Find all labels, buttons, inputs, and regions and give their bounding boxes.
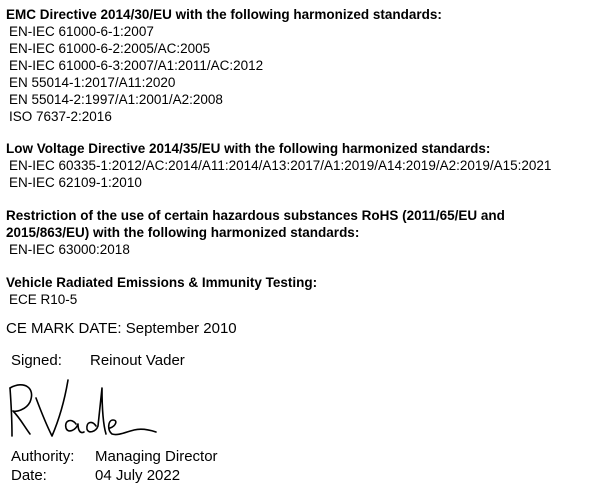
rohs-standard: EN-IEC 63000:2018 bbox=[9, 242, 130, 257]
emc-standard: EN 55014-2:1997/A1:2001/A2:2008 bbox=[9, 92, 223, 107]
handwritten-signature bbox=[6, 374, 161, 444]
emc-heading: EMC Directive 2014/30/EU with the following harmonized standards: bbox=[6, 7, 442, 22]
lvd-standard: EN-IEC 60335-1:2012/AC:2014/A11:2014/A13:2017/A1:2019/A14:2019/A2:2019/A15:2021 bbox=[9, 158, 552, 173]
authority-value: Managing Director bbox=[95, 448, 218, 465]
lvd-heading: Low Voltage Directive 2014/35/EU with the following harmonized standards: bbox=[6, 141, 491, 156]
emc-standard: EN-IEC 61000-6-3:2007/A1:2011/AC:2012 bbox=[9, 58, 264, 73]
emc-standard: EN-IEC 61000-6-2:2005/AC:2005 bbox=[9, 41, 211, 56]
ce-mark-date: CE MARK DATE: September 2010 bbox=[6, 320, 237, 337]
emc-standard: EN-IEC 61000-6-1:2007 bbox=[9, 24, 154, 39]
authority-label: Authority: bbox=[11, 448, 75, 465]
date-label: Date: bbox=[11, 467, 47, 484]
lvd-standard: EN-IEC 62109-1:2010 bbox=[9, 175, 142, 190]
rohs-heading: Restriction of the use of certain hazardous substances RoHS (2011/65/EU and 2015/863/EU) with the following harmonized standards: bbox=[6, 208, 505, 240]
date-value: 04 July 2022 bbox=[95, 467, 181, 484]
vehicle-standard: ECE R10-5 bbox=[9, 292, 78, 307]
signed-label: Signed: bbox=[11, 352, 62, 369]
emc-standard: EN 55014-1:2017/A11:2020 bbox=[9, 75, 176, 90]
emc-standard: ISO 7637-2:2016 bbox=[9, 109, 112, 124]
vehicle-heading: Vehicle Radiated Emissions & Immunity Testing: bbox=[6, 275, 318, 290]
signed-value: Reinout Vader bbox=[90, 352, 185, 369]
